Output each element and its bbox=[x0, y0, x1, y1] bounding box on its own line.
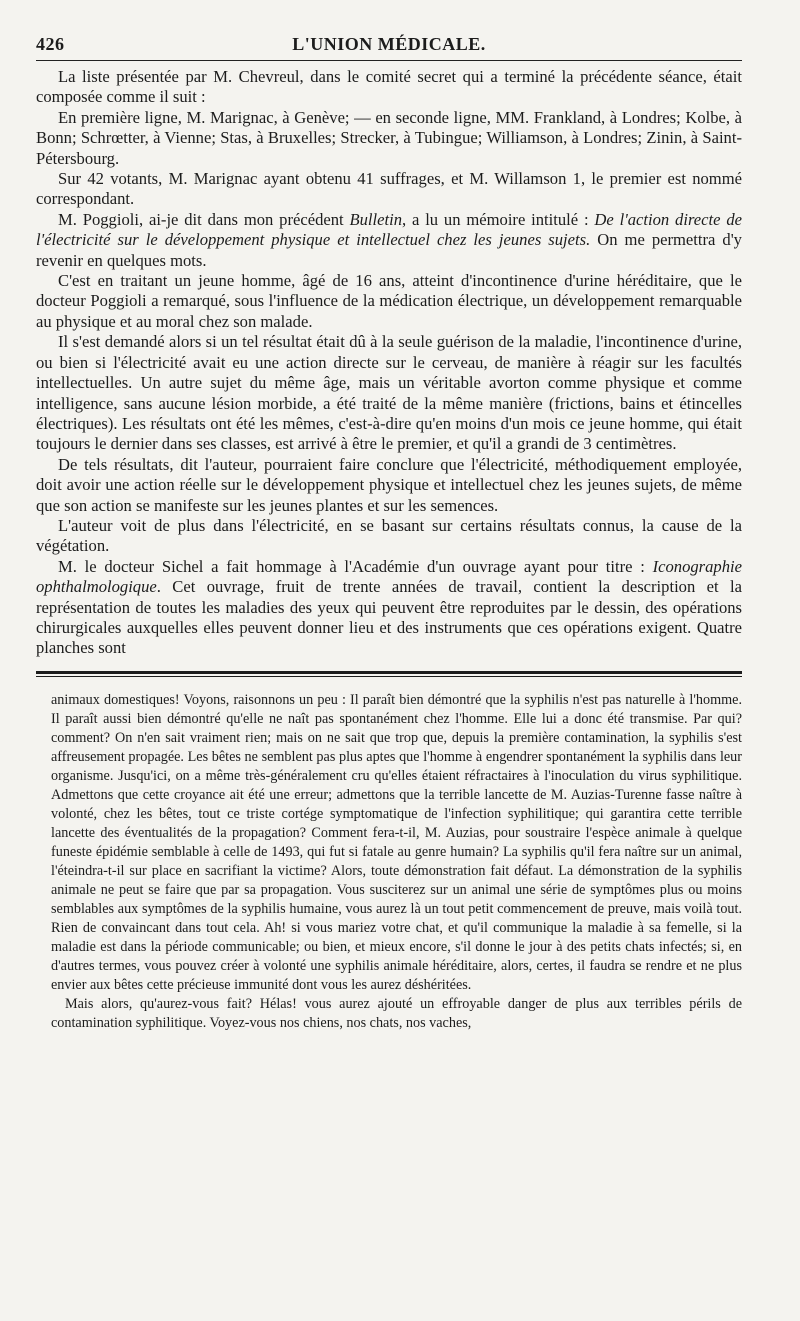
memoir-title: De l'action directe de l'électricité sur le développement physique et intellectuel chez les jeunes sujets. bbox=[36, 209, 742, 250]
feuilleton-separator bbox=[36, 671, 742, 677]
paragraph: Sur 42 votants, M. Marignac ayant obtenu 41 suffrages, et M. Willamson 1, le premier est nommé correspondant. bbox=[36, 169, 742, 209]
paragraph: C'est en traitant un jeune homme, âgé de 16 ans, atteint d'incontinence d'urine héréditaire, que le docteur Poggioli a remarqué, sous l'influence de la médication électrique, un développement remarquable au physique et au moral chez son malade. bbox=[36, 271, 742, 331]
header-rule bbox=[36, 60, 742, 61]
paragraph: La liste présentée par M. Chevreul, dans le comité secret qui a terminé la précédente séance, était composée comme il suit : bbox=[36, 67, 742, 107]
paragraph bbox=[36, 557, 742, 659]
paragraph: De tels résultats, dit l'auteur, pourraient faire conclure que l'électricité, méthodiquement employée, doit avoir une action réelle sur le développement physique et intellectuel chez les jeunes sujets, de même que son action se manifeste sur les jeunes plantes et sur les semences. bbox=[36, 454, 742, 515]
paragraph: Il s'est demandé alors si un tel résultat était dû à la seule guérison de la maladie, l'incontinence d'urine, ou bien si l'électricité avait eu une action directe sur le cerveau, de manière à réagir sur les facultés intellectuelles. Un autre sujet du même âge, mais un véritable avorton comme physique et comme intelligence, sans aucune lésion morbide, a été traité de la même manière (frictions, bains et étincelles électriques). Les résultats ont été les mêmes, c'est-à-dire qu'en moins d'un mois ce jeune homme, qui était toujours le dernier dans ses classes, est arrivé à être le premier, et qu'il a grandi de 3 centimètres. bbox=[36, 332, 742, 454]
text-run: M. Poggioli, ai-je dit dans mon précédent bbox=[58, 209, 350, 229]
text-run: On me permettra d'y revenir en quelques mots. bbox=[36, 230, 742, 270]
paragraph: En première ligne, M. Marignac, à Genève; — en seconde ligne, MM. Frankland, à Londres; Kolbe, à Bonn; Schrœtter, à Vienne; Stas, à Bruxelles; Strecker, à Tubingue; Williamson, à Londres; Zinin, à Saint-Pétersbourg. bbox=[36, 107, 742, 168]
paragraph bbox=[36, 210, 742, 271]
feuilleton-paragraph: animaux domestiques! Voyons, raisonnons un peu : Il paraît bien démontré que la syphilis n'est pas naturelle à l'homme. Il paraît aussi bien démontré qu'elle ne naît pas spontanément chez l'homme. Elle lui a donc été transmise. Par qui? comment? On n'en sait vraiment rien; mais on ne sait que trop que, depuis la première contamination, la syphilis s'est affreusement propagée. Les bêtes ne semblent pas plus aptes que l'homme à engendrer spontanément la syphilis dans leur organisme. Jusqu'ici, on a même très-généralement cru qu'elles étaient réfractaires à l'inoculation du virus syphilitique. Admettons que cette croyance ait été une erreur; admettons que la terrible lancette de M. Auzias-Turenne fasse naître à volonté, chez les bêtes, tout ce triste cortége symptomatique de l'infection syphilitique; qui garantira cette terrible lancette des éventualités de la propagation? Comment fera-t-il, M. Auzias, pour soustraire l'espèce animale à quelque funeste épidémie semblable à celle de 1493, qui fut si fatale au genre humain? La syphilis qu'il fera naître sur un animal, l'éteindra-t-il sur place en sacrifiant la victime? Alors, toute démonstration fait défaut. La démonstration de la syphilis animale ne peut se faire que par sa propagation. Vous susciterez sur un animal une série de symptômes plus ou moins semblables aux symptômes de la syphilis humaine, vous aurez là un tout petit commencement de preuve, mais voilà tout. Rien de convaincant dans tout cela. Ah! si vous mariez votre chat, et qu'il communique la maladie à sa femelle, si la maladie est dans la période communicable; ou bien, et mieux encore, s'il donne le jour à des petits chats infectés; si, en d'autres termes, vous pouvez créer à volonté une syphilis animale héréditaire, alors, certes, il faudra se rendre et ne plus envier aux bêtes cette précieuse immunité dont vous les aurez déshéritées. bbox=[51, 691, 742, 993]
feuilleton-paragraph: Mais alors, qu'aurez-vous fait? Hélas! vous aurez ajouté un effroyable danger de plus aux terribles périls de contamination syphilitique. Voyez-vous nos chiens, nos chats, nos vaches, bbox=[51, 995, 742, 1031]
book-title: Iconographie ophthalmologique bbox=[36, 556, 742, 597]
italic-text: Bulletin bbox=[349, 209, 403, 229]
feuilleton-text bbox=[51, 691, 742, 1033]
text-run: , a lu un mémoire intitulé : bbox=[402, 209, 595, 229]
text-run: . Cet ouvrage, fruit de trente années de travail, contient la description et la représentation de toutes les maladies des yeux qui peuvent être reproduites par le dessin, des opérations chirurgicales auxquelles elles peuvent donner lieu et des instruments que ces opérations exigent. Quatre planches sont bbox=[36, 577, 742, 658]
page-number: 426 bbox=[36, 34, 65, 54]
paragraph: L'auteur voit de plus dans l'électricité, en se basant sur certains résultats connus, la cause de la végétation. bbox=[36, 515, 742, 556]
text-run: M. le docteur Sichel a fait hommage à l'Académie d'un ouvrage ayant pour titre : bbox=[58, 556, 653, 576]
main-text bbox=[36, 67, 742, 659]
page-header bbox=[36, 26, 742, 60]
running-title: L'UNION MÉDICALE. bbox=[292, 34, 486, 54]
